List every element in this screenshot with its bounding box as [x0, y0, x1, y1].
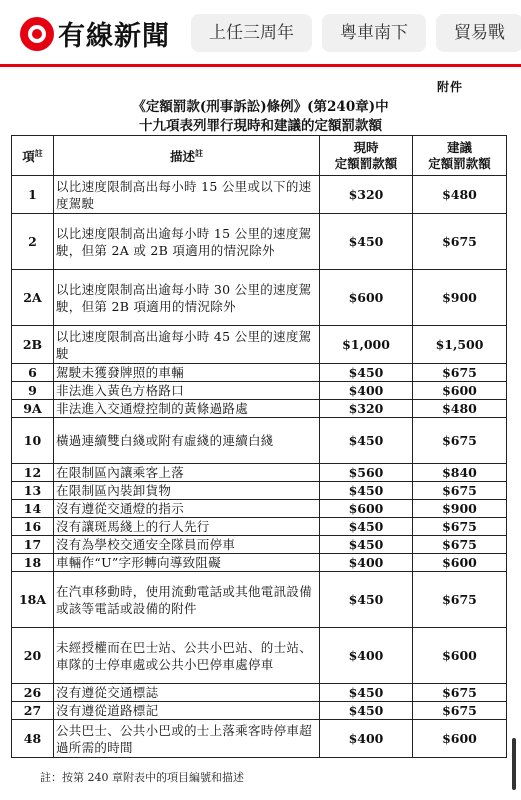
item-cell: 14	[12, 500, 54, 518]
description-cell: 駕駛未獲發牌照的車輛	[54, 364, 320, 382]
current-fine-cell: $450	[320, 214, 413, 270]
item-cell: 6	[12, 364, 54, 382]
table-row	[12, 400, 507, 418]
document-title-line1: 《定額罰款(刑事訴訟)條例》(第240章)中	[132, 99, 389, 115]
description-cell: 沒有遵從交通標誌	[54, 684, 320, 702]
description-cell: 以比速度限制高出每小時 15 公里或以下的速度駕駛	[54, 176, 320, 214]
description-cell: 沒有讓斑馬綫上的行人先行	[54, 518, 320, 536]
proposed-fine-cell: $480	[413, 400, 507, 418]
table-row	[12, 326, 507, 364]
current-fine-cell: $450	[320, 518, 413, 536]
table-row	[12, 554, 507, 572]
item-cell: 2A	[12, 270, 54, 326]
description-cell: 沒有為學校交通安全隊員而停車	[54, 536, 320, 554]
table-row	[12, 536, 507, 554]
current-fine-cell: $450	[320, 482, 413, 500]
item-cell: 16	[12, 518, 54, 536]
current-fine-cell: $400	[320, 720, 413, 758]
item-cell: 17	[12, 536, 54, 554]
topic-tab-trade-war[interactable]: 貿易戰	[436, 14, 521, 52]
table-row	[12, 270, 507, 326]
proposed-fine-cell: $900	[413, 500, 507, 518]
proposed-fine-cell: $675	[413, 214, 507, 270]
table-row	[12, 628, 507, 684]
proposed-fine-cell: $675	[413, 536, 507, 554]
table-row	[12, 464, 507, 482]
description-cell: 以比速度限制高出逾每小時 30 公里的速度駕駛，但第 2B 項適用的情況除外	[54, 270, 320, 326]
proposed-fine-cell: $600	[413, 720, 507, 758]
proposed-fine-cell: $675	[413, 418, 507, 464]
item-cell: 13	[12, 482, 54, 500]
current-fine-cell: $400	[320, 554, 413, 572]
description-cell: 在汽車移動時，使用流動電話或其他電訊設備或該等電話或設備的附件	[54, 572, 320, 628]
topic-tabs	[191, 14, 521, 52]
description-cell: 車輛作“U”字形轉向導致阻礙	[54, 554, 320, 572]
table-header-row	[12, 136, 507, 176]
current-fine-cell: $1,000	[320, 326, 413, 364]
column-header-current	[320, 136, 413, 176]
logo-icon	[20, 17, 54, 51]
proposed-fine-cell: $675	[413, 364, 507, 382]
item-cell: 2B	[12, 326, 54, 364]
column-header-item	[12, 136, 54, 176]
table-row	[12, 418, 507, 464]
fines-table	[11, 135, 507, 758]
item-cell: 18A	[12, 572, 54, 628]
column-header-desc-label: 描述	[169, 149, 195, 165]
current-fine-cell: $600	[320, 500, 413, 518]
item-cell: 48	[12, 720, 54, 758]
column-header-item-label: 項	[22, 149, 35, 165]
table-row	[12, 720, 507, 758]
proposed-fine-cell: $675	[413, 572, 507, 628]
item-cell: 18	[12, 554, 54, 572]
proposed-fine-cell: $480	[413, 176, 507, 214]
column-header-proposed-line2: 定額罰款額	[428, 155, 491, 171]
column-header-current-line1: 現時	[353, 139, 379, 155]
proposed-fine-cell: $675	[413, 702, 507, 720]
item-cell: 20	[12, 628, 54, 684]
document-title-line2: 十九項表列罪行現時和建議的定額罰款額	[139, 118, 382, 134]
proposed-fine-cell: $600	[413, 382, 507, 400]
proposed-fine-cell: $675	[413, 482, 507, 500]
current-fine-cell: $320	[320, 400, 413, 418]
description-cell: 以比速度限制高出逾每小時 45 公里的速度駕駛	[54, 326, 320, 364]
column-header-proposed-line1: 建議	[446, 139, 472, 155]
table-row	[12, 684, 507, 702]
description-cell: 非法進入黃色方格路口	[54, 382, 320, 400]
topic-tab-anniversary[interactable]: 上任三周年	[191, 14, 312, 52]
scrollbar-thumb[interactable]	[512, 738, 516, 790]
site-logo[interactable]	[20, 14, 170, 53]
description-cell: 在限制區內讓乘客上落	[54, 464, 320, 482]
annex-label: 附件	[437, 80, 464, 94]
proposed-fine-cell: $600	[413, 554, 507, 572]
desc-note-marker: 註	[195, 148, 203, 159]
current-fine-cell: $450	[320, 536, 413, 554]
proposed-fine-cell: $675	[413, 684, 507, 702]
description-cell: 未經授權而在巴士站、公共小巴站、的士站、車隊的士停車處或公共小巴停車處停車	[54, 628, 320, 684]
current-fine-cell: $450	[320, 702, 413, 720]
item-cell: 27	[12, 702, 54, 720]
table-row	[12, 702, 507, 720]
item-cell: 2	[12, 214, 54, 270]
table-row	[12, 572, 507, 628]
current-fine-cell: $560	[320, 464, 413, 482]
column-header-proposed	[413, 136, 507, 176]
current-fine-cell: $450	[320, 684, 413, 702]
column-header-current-line2: 定額罰款額	[334, 155, 398, 171]
item-cell: 9	[12, 382, 54, 400]
table-row	[12, 518, 507, 536]
current-fine-cell: $450	[320, 364, 413, 382]
proposed-fine-cell: $900	[413, 270, 507, 326]
table-row	[12, 214, 507, 270]
topic-tab-cross-border-cars[interactable]: 粵車南下	[322, 14, 426, 52]
current-fine-cell: $450	[320, 418, 413, 464]
item-cell: 10	[12, 418, 54, 464]
table-row	[12, 500, 507, 518]
column-header-description	[54, 136, 320, 176]
description-cell: 沒有遵從道路標記	[54, 702, 320, 720]
table-row	[12, 482, 507, 500]
table-footnote: 註：按第 240 章附表中的項目編號和描述	[40, 771, 244, 784]
proposed-fine-cell: $600	[413, 628, 507, 684]
item-note-marker: 註	[34, 148, 43, 159]
current-fine-cell: $320	[320, 176, 413, 214]
current-fine-cell: $450	[320, 572, 413, 628]
description-cell: 非法進入交通燈控制的黃條過路處	[54, 400, 320, 418]
table-row	[12, 382, 507, 400]
top-header	[0, 0, 521, 66]
table-row	[12, 176, 507, 214]
current-fine-cell: $600	[320, 270, 413, 326]
description-cell: 公共巴士、公共小巴或的士上落乘客時停車超過所需的時間	[54, 720, 320, 758]
current-fine-cell: $400	[320, 628, 413, 684]
description-cell: 橫過連續雙白綫或附有虛綫的連續白綫	[54, 418, 320, 464]
description-cell: 以比速度限制高出逾每小時 15 公里的速度駕駛，但第 2A 或 2B 項適用的情況除外	[54, 214, 320, 270]
proposed-fine-cell: $675	[413, 518, 507, 536]
proposed-fine-cell: $840	[413, 464, 507, 482]
item-cell: 1	[12, 176, 54, 214]
table-row	[12, 364, 507, 382]
description-cell: 在限制區內裝卸貨物	[54, 482, 320, 500]
item-cell: 26	[12, 684, 54, 702]
item-cell: 12	[12, 464, 54, 482]
fines-table-body	[12, 176, 507, 758]
description-cell: 沒有遵從交通燈的指示	[54, 500, 320, 518]
proposed-fine-cell: $1,500	[413, 326, 507, 364]
current-fine-cell: $400	[320, 382, 413, 400]
document-image	[0, 67, 521, 800]
item-cell: 9A	[12, 400, 54, 418]
logo-text: 有線新聞	[58, 21, 170, 52]
